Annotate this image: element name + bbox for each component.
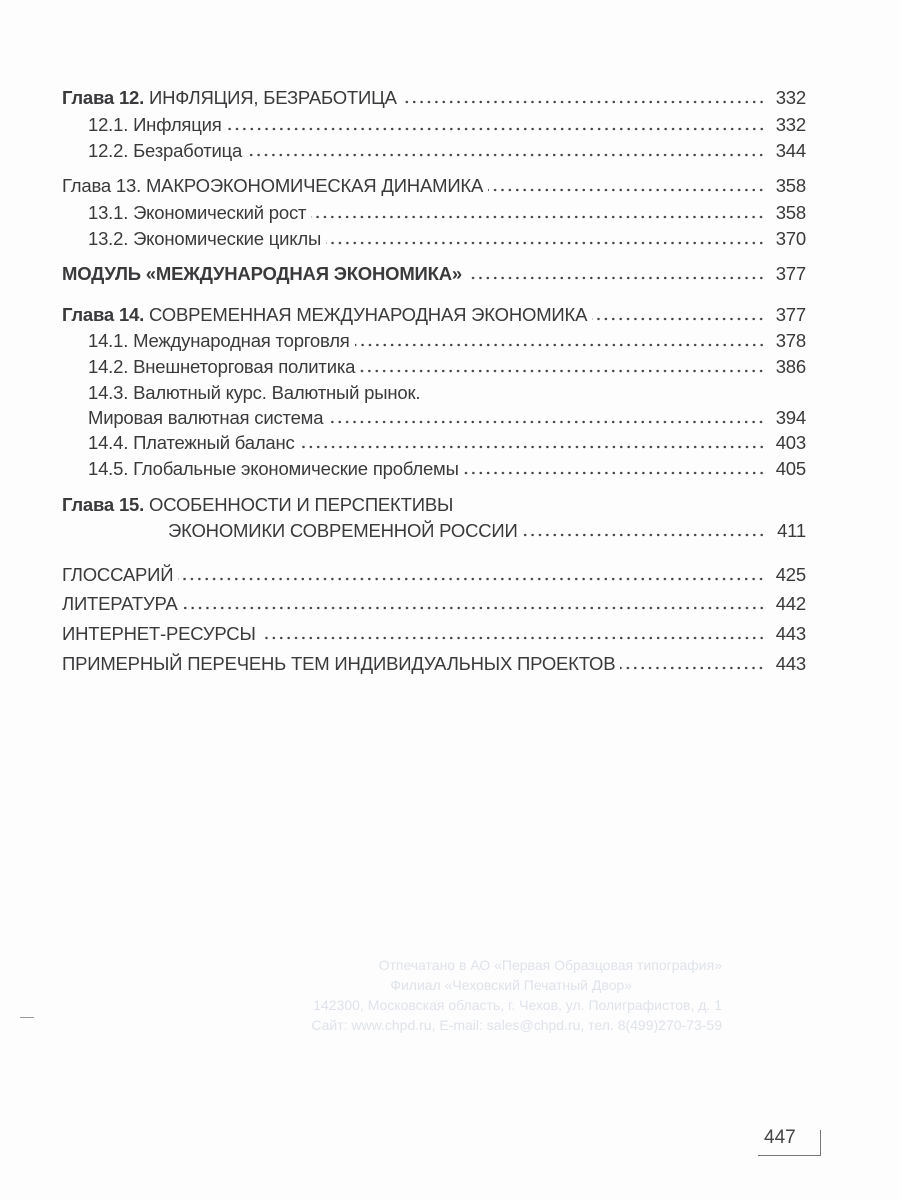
chapter-prefix: Глава 12. (62, 87, 145, 108)
toc-entry-14-3-line2 (88, 406, 806, 430)
toc-entry-12-2 (88, 139, 806, 163)
page-number: 377 (775, 304, 806, 325)
section-title: 14.3. Валютный курс. Валютный рынок. (88, 382, 421, 403)
chapter-title-continued: ЭКОНОМИКИ СОВРЕМЕННОЙ РОССИИ (168, 520, 518, 541)
dot-leader (261, 636, 765, 640)
toc-entry-14-2 (88, 355, 806, 379)
toc-entry-14-1 (88, 329, 806, 353)
page-number: 443 (775, 653, 806, 674)
dot-leader (620, 666, 765, 670)
dot-leader (227, 127, 765, 131)
section-title: 14.1. Международная торговля (88, 330, 350, 351)
dot-leader (328, 420, 765, 424)
dot-leader (467, 276, 765, 280)
page-number: 403 (775, 432, 806, 453)
page-number: 332 (775, 87, 806, 108)
page-number: 405 (775, 458, 806, 479)
page-number: 425 (775, 564, 806, 585)
dot-leader (592, 317, 765, 321)
toc-entry-internet-resources (62, 622, 806, 646)
toc-entry-literature (62, 592, 806, 616)
dot-leader (402, 100, 765, 104)
page-number: 332 (775, 114, 806, 135)
toc-entry-glossary (62, 563, 806, 587)
page-number: 394 (775, 407, 806, 428)
imprint-line: Отпечатано в АО «Первая Образцовая типография» (378, 957, 722, 973)
margin-mark (20, 1017, 34, 1018)
section-title-continued: Мировая валютная система (88, 407, 324, 428)
toc-entry-module (62, 262, 806, 286)
entry-title: ПРИМЕРНЫЙ ПЕРЕЧЕНЬ ТЕМ ИНДИВИДУАЛЬНЫХ ПРОЕКТОВ (62, 653, 616, 674)
chapter-title: Глава 13. МАКРОЭКОНОМИЧЕСКАЯ ДИНАМИКА (62, 175, 484, 196)
footer-rule-horizontal (758, 1155, 821, 1156)
page-number: 443 (775, 623, 806, 644)
entry-title: ЛИТЕРАТУРА (62, 593, 178, 614)
toc-entry-chapter-12 (62, 86, 806, 110)
toc-entry-chapter-13 (62, 174, 806, 198)
section-title: 14.4. Платежный баланс (88, 432, 295, 453)
dot-leader (464, 471, 765, 475)
toc-entry-12-1 (88, 113, 806, 137)
section-title: 12.2. Безработица (88, 140, 243, 161)
page-number: 378 (775, 330, 806, 351)
page-number: 442 (775, 593, 806, 614)
dot-leader (523, 533, 765, 537)
dot-leader (311, 215, 765, 219)
dot-leader (247, 153, 765, 157)
dot-leader (300, 445, 765, 449)
toc-entry-chapter-15-line1 (62, 493, 806, 517)
dot-leader (488, 188, 765, 192)
page-number: 358 (775, 202, 806, 223)
section-title: 14.5. Глобальные экономические проблемы (88, 458, 459, 479)
dot-leader (355, 343, 765, 347)
dot-leader (178, 577, 765, 581)
imprint-line: 142300, Московская область, г. Чехов, ул. Полиграфистов, д. 1 (313, 997, 722, 1013)
toc-entry-chapter-15-line2 (168, 519, 806, 543)
toc-entry-projects (62, 652, 806, 676)
footer-rule-vertical (820, 1130, 821, 1156)
entry-title: ГЛОССАРИЙ (62, 564, 174, 585)
page-number: 377 (775, 263, 806, 284)
module-title: МОДУЛЬ «МЕЖДУНАРОДНАЯ ЭКОНОМИКА» (62, 263, 462, 284)
toc-entry-13-2 (88, 227, 806, 251)
imprint-line: Сайт: www.chpd.ru, E-mail: sales@chpd.ru, тел. 8(499)270-73-59 (311, 1017, 722, 1033)
toc-entry-13-1 (88, 201, 806, 225)
section-title: 12.1. Инфляция (88, 114, 222, 135)
dot-leader (360, 369, 765, 373)
toc-entry-14-3-line1 (88, 381, 806, 405)
page-number: 370 (775, 228, 806, 249)
section-title: 13.2. Экономические циклы (88, 228, 322, 249)
chapter-prefix: Глава 14. (62, 304, 145, 325)
chapter-title: СОВРЕМЕННАЯ МЕЖДУНАРОДНАЯ ЭКОНОМИКА (149, 304, 588, 325)
toc-entry-chapter-14 (62, 303, 806, 327)
chapter-title: ИНФЛЯЦИЯ, БЕЗРАБОТИЦА (149, 87, 397, 108)
page-number: 386 (775, 356, 806, 377)
chapter-prefix: Глава 15. (62, 494, 145, 515)
toc-entry-14-5 (88, 457, 806, 481)
page-number: 344 (775, 140, 806, 161)
dot-leader (326, 241, 765, 245)
page-number: 358 (775, 175, 806, 196)
show-through-imprint (311, 955, 722, 1035)
chapter-title: ОСОБЕННОСТИ И ПЕРСПЕКТИВЫ (149, 494, 454, 515)
page-number: 411 (777, 520, 806, 541)
entry-title: ИНТЕРНЕТ-РЕСУРСЫ (62, 623, 256, 644)
section-title: 14.2. Внешнеторговая политика (88, 356, 356, 377)
imprint-line: Филиал «Чеховский Печатный Двор» (390, 977, 632, 993)
toc-entry-14-4 (88, 431, 806, 455)
page-footer-number: 447 (764, 1127, 796, 1148)
section-title: 13.1. Экономический рост (88, 202, 307, 223)
dot-leader (183, 606, 765, 610)
